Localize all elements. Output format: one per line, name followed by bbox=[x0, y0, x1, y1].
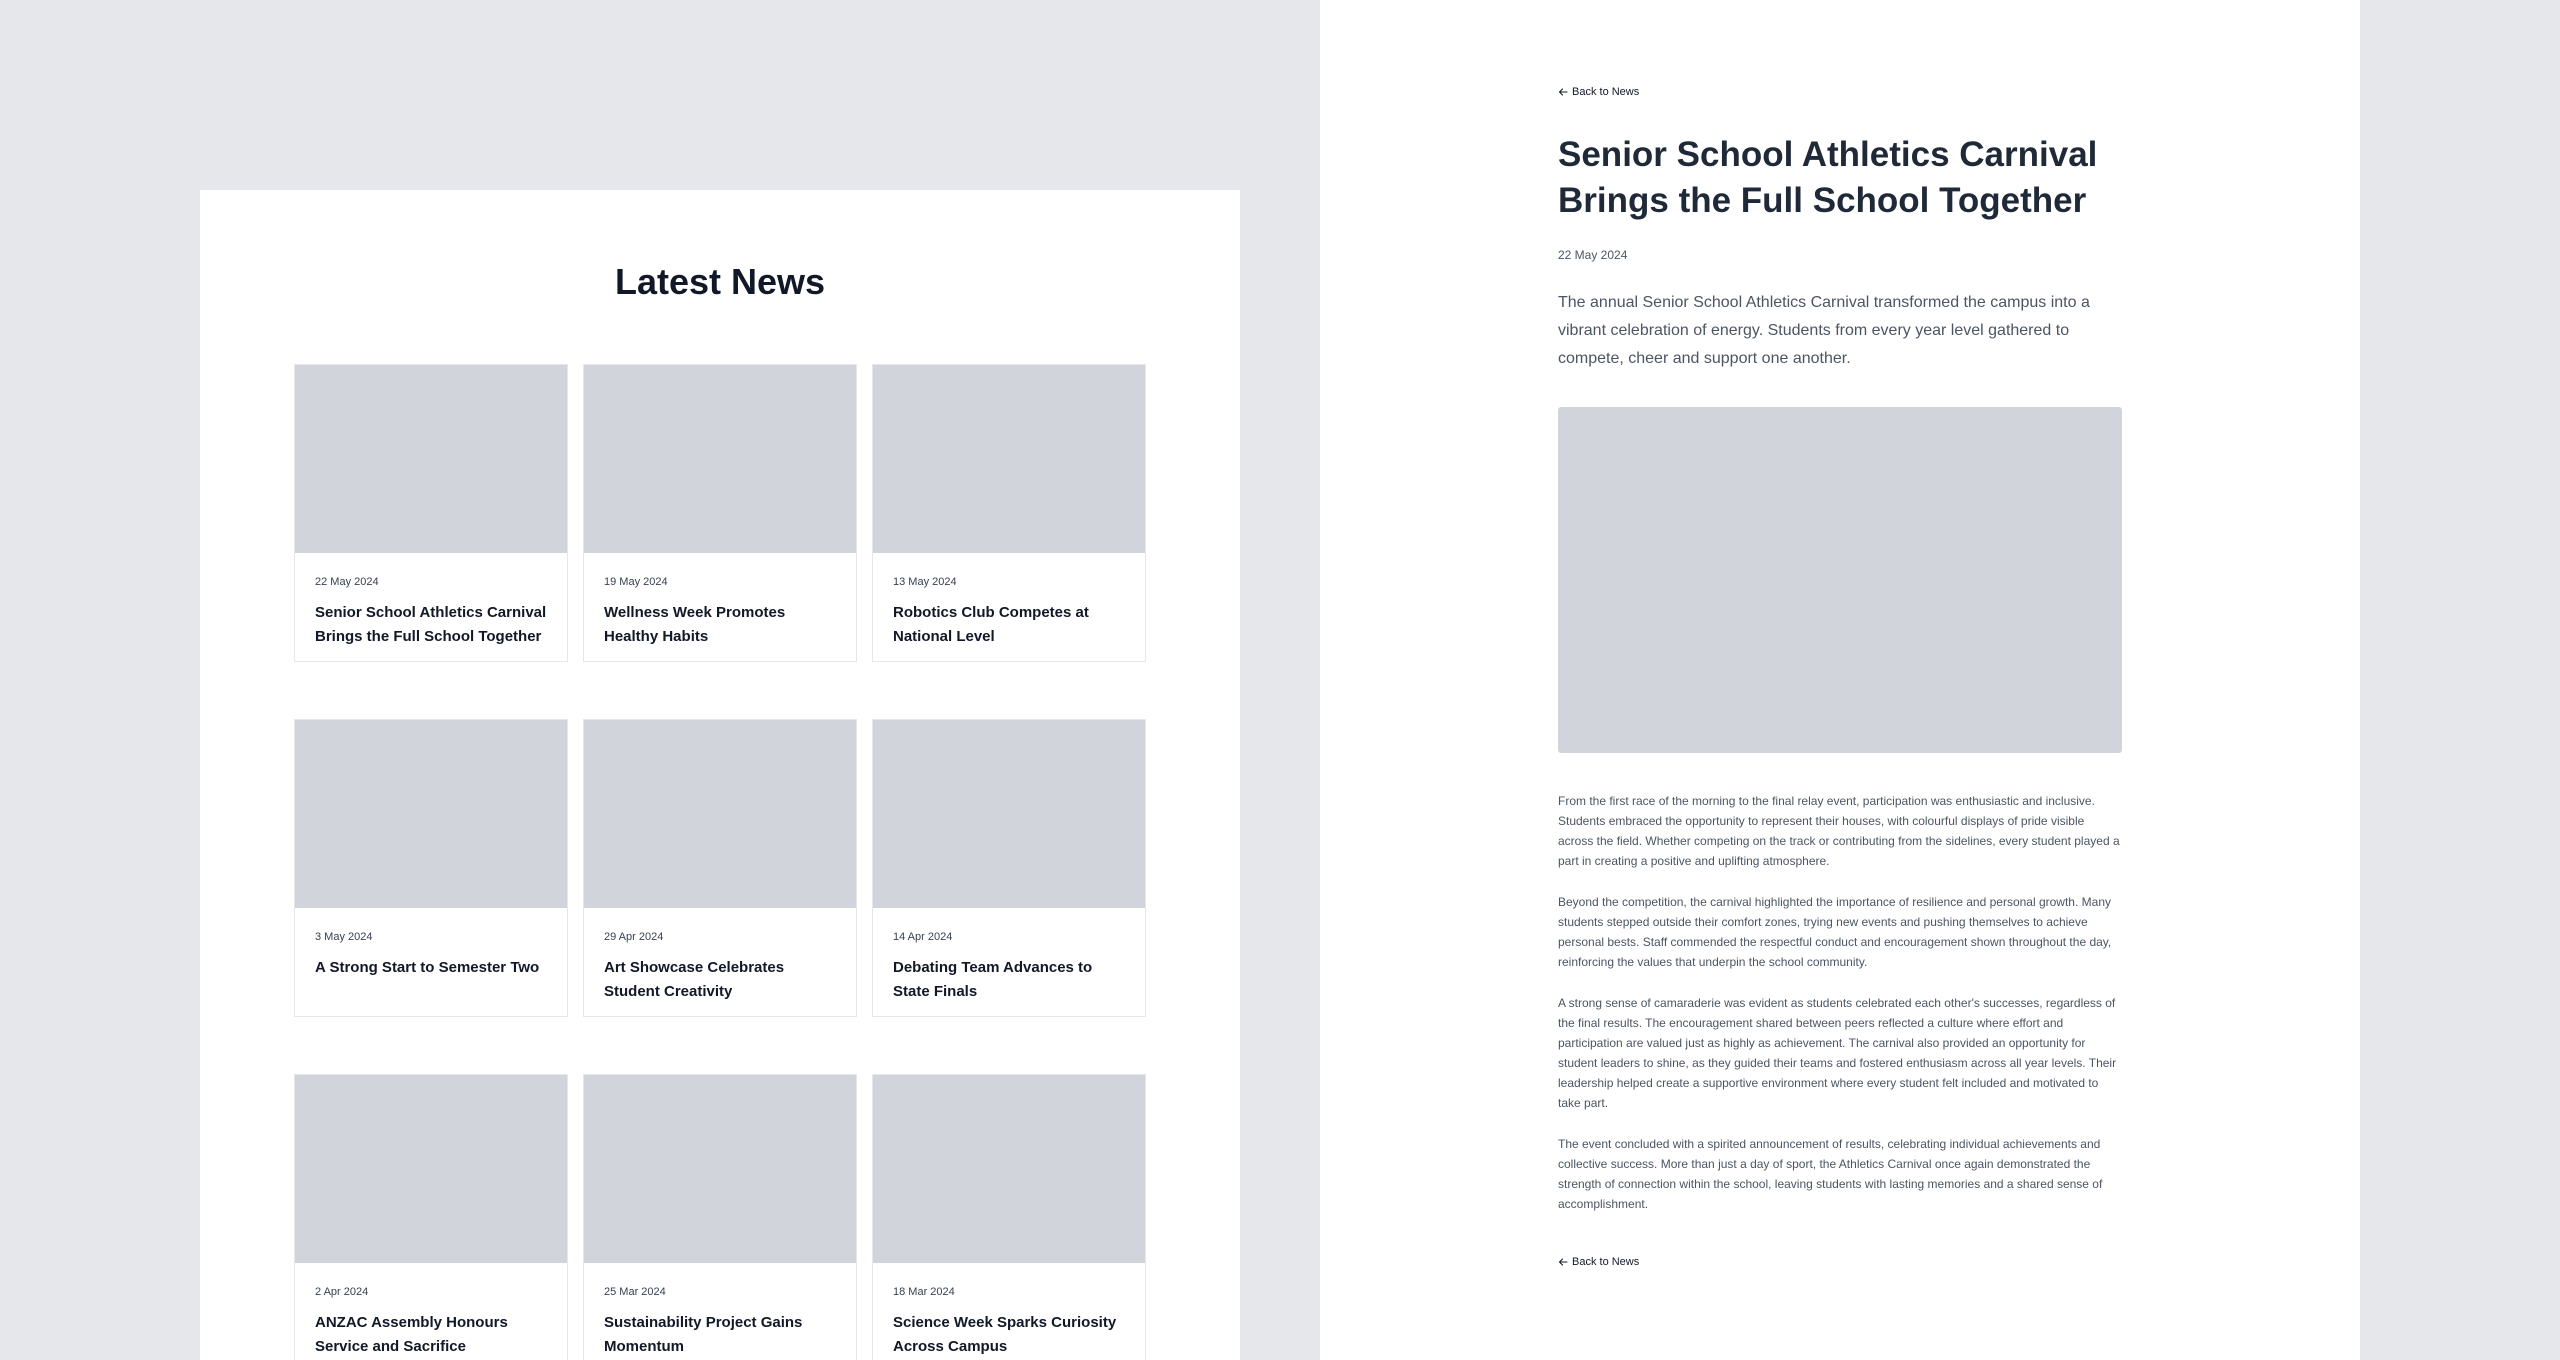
news-card[interactable] bbox=[872, 364, 1146, 662]
news-card-image bbox=[295, 1075, 567, 1263]
news-card-date: 3 May 2024 bbox=[315, 931, 373, 943]
news-card-date: 19 May 2024 bbox=[604, 576, 668, 588]
arrow-left-icon bbox=[1558, 87, 1568, 97]
news-card-title: Debating Team Advances to State Finals bbox=[893, 959, 1093, 1000]
article-paragraph: A strong sense of camaraderie was evident as students celebrated each other's successes, regardless of the final results. The encouragement shared between peers reflected a culture where effort and participation are valued just as highly as achievement. The carnival also provided an opportunity for student leaders to shine, as they guided their teams and fostered enthusiasm across all year levels. Their leadership helped create a supportive environment where every student felt included and motivated to take part. bbox=[1558, 996, 2117, 1110]
news-card-title: ANZAC Assembly Honours Service and Sacrifice bbox=[315, 1314, 508, 1355]
news-card-date: 2 Apr 2024 bbox=[315, 1286, 369, 1298]
back-to-news-label: Back to News bbox=[1572, 1256, 1640, 1268]
news-card-date: 13 May 2024 bbox=[893, 576, 957, 588]
news-card-image bbox=[295, 365, 567, 553]
news-card[interactable] bbox=[294, 364, 568, 662]
back-to-news-link[interactable] bbox=[1558, 84, 1639, 100]
article-date: 22 May 2024 bbox=[1558, 248, 1628, 262]
news-card-image bbox=[584, 720, 856, 908]
news-card-date: 22 May 2024 bbox=[315, 576, 379, 588]
article-hero-image bbox=[1558, 407, 2122, 753]
news-card-title: Art Showcase Celebrates Student Creativity bbox=[604, 959, 785, 1000]
article-paragraph: Beyond the competition, the carnival highlighted the importance of resilience and personal growth. Many students stepped outside their comfort zones, trying new events and pushing themselves to achieve personal bests. Staff commended the respectful conduct and encouragement shown throughout the day, reinforcing the values that underpin the school community. bbox=[1558, 895, 2112, 969]
news-card[interactable] bbox=[583, 719, 857, 1017]
news-card-title: Science Week Sparks Curiosity Across Campus bbox=[893, 1314, 1117, 1355]
news-card[interactable] bbox=[872, 719, 1146, 1017]
news-card[interactable] bbox=[872, 1074, 1146, 1360]
arrow-left-icon bbox=[1558, 1257, 1568, 1267]
page-title: Latest News bbox=[614, 261, 826, 302]
news-card[interactable] bbox=[583, 1074, 857, 1360]
news-listing-panel bbox=[200, 190, 1240, 1360]
article-content bbox=[1558, 84, 2122, 1272]
article-lead: The annual Senior School Athletics Carnival transformed the campus into a vibrant celebration of energy. Students from every year level gathered to compete, cheer and support one another. bbox=[1558, 294, 2090, 367]
news-card-date: 18 Mar 2024 bbox=[893, 1286, 955, 1298]
news-card-image bbox=[584, 365, 856, 553]
news-grid bbox=[294, 364, 1146, 1360]
article-title: Senior School Athletics Carnival Brings the Full School Together bbox=[1558, 135, 2098, 220]
news-card[interactable] bbox=[294, 719, 568, 1017]
news-card-title: Sustainability Project Gains Momentum bbox=[604, 1314, 803, 1355]
news-card[interactable] bbox=[294, 1074, 568, 1360]
back-to-news-label: Back to News bbox=[1572, 86, 1640, 98]
article-panel bbox=[1320, 0, 2360, 1360]
news-card-image bbox=[873, 1075, 1145, 1263]
article-paragraph: The event concluded with a spirited announcement of results, celebrating individual achievements and collective success. More than just a day of sport, the Athletics Carnival once again demonstrated the strength of connection within the school, leaving students with lasting memories and a shared sense of accomplishment. bbox=[1558, 1137, 2103, 1211]
news-card[interactable] bbox=[583, 364, 857, 662]
news-card-title: Senior School Athletics Carnival Brings the Full School Together bbox=[315, 604, 547, 645]
article-paragraph: From the first race of the morning to the final relay event, participation was enthusiastic and inclusive. Students embraced the opportunity to represent their houses, with colourful displays of pride visible across the field. Whether competing on the track or contributing from the sidelines, every student played a part in creating a positive and uplifting atmosphere. bbox=[1558, 794, 2120, 868]
news-card-image bbox=[873, 720, 1145, 908]
news-card-image bbox=[584, 1075, 856, 1263]
news-card-date: 14 Apr 2024 bbox=[893, 931, 953, 943]
back-to-news-link-bottom[interactable] bbox=[1558, 1254, 1639, 1270]
news-card-title: Robotics Club Competes at National Level bbox=[893, 604, 1089, 645]
article-body bbox=[1558, 791, 2122, 1214]
news-card-date: 25 Mar 2024 bbox=[604, 1286, 666, 1298]
news-card-title: Wellness Week Promotes Healthy Habits bbox=[604, 604, 786, 645]
news-card-image bbox=[873, 365, 1145, 553]
news-card-title: A Strong Start to Semester Two bbox=[315, 959, 540, 976]
news-card-date: 29 Apr 2024 bbox=[604, 931, 664, 943]
news-card-image bbox=[295, 720, 567, 908]
